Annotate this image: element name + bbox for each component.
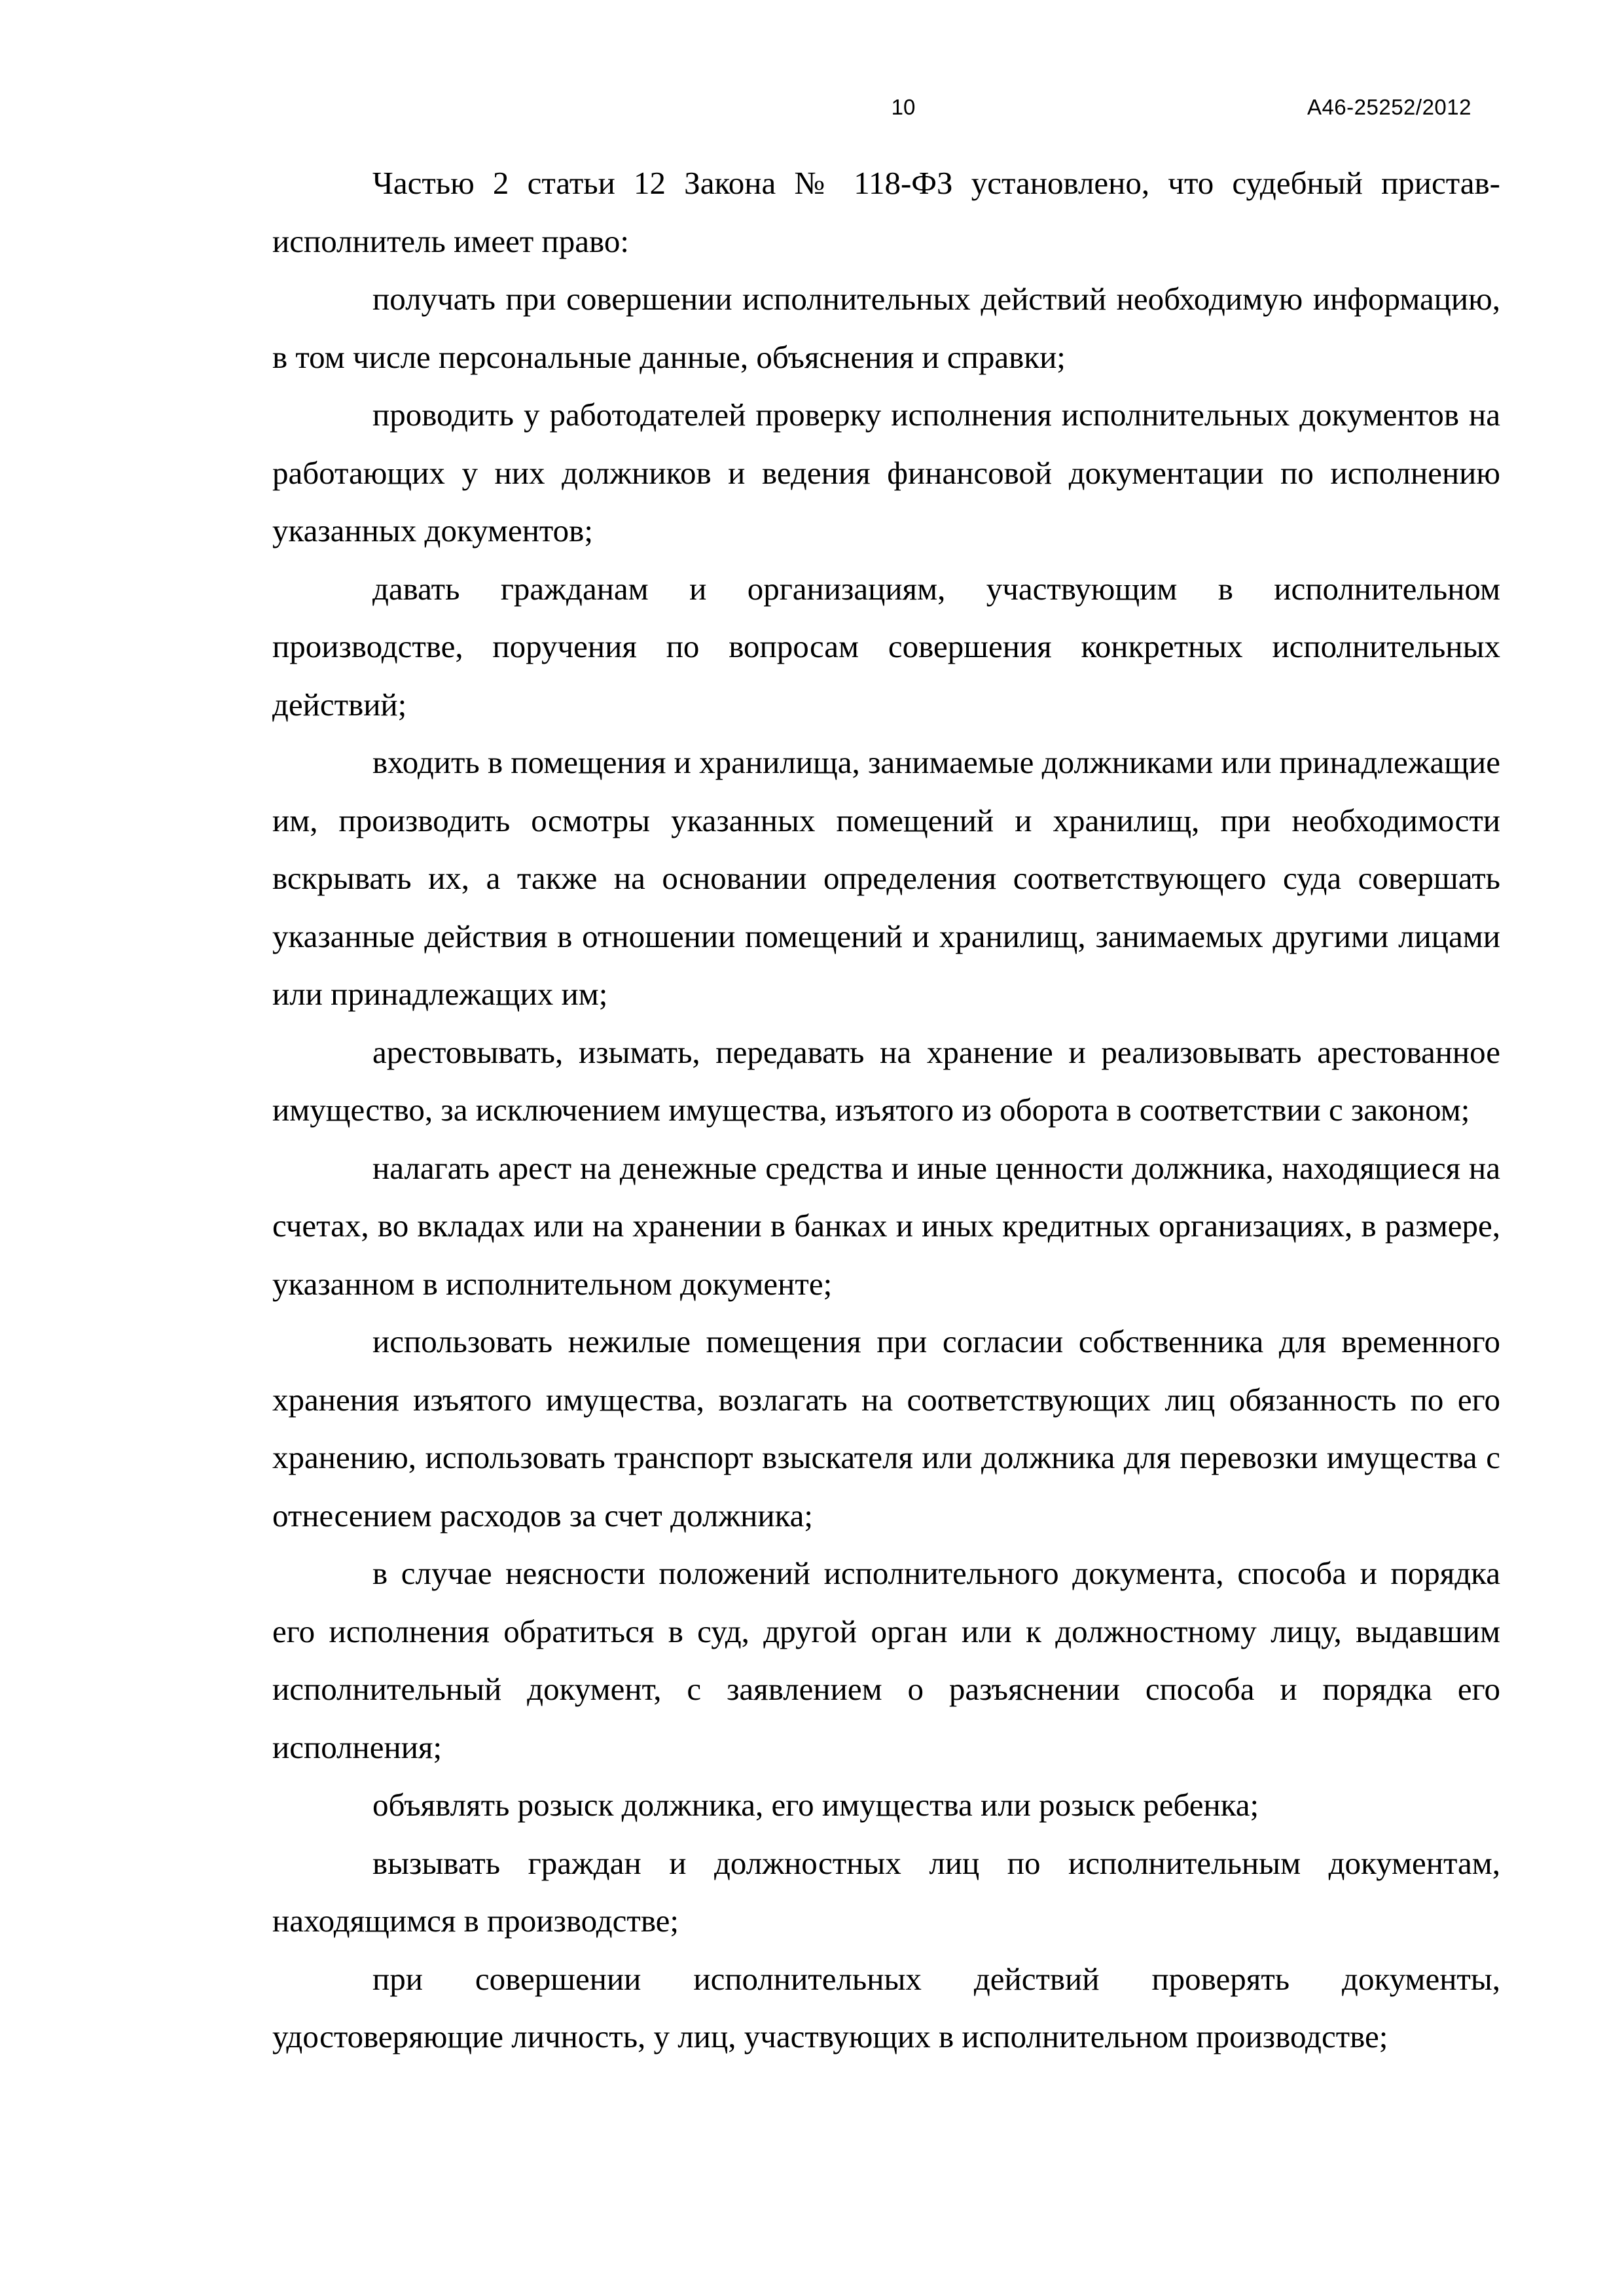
page-number: 10 bbox=[891, 95, 916, 119]
paragraph: получать при совершении исполнительных действий необходимую информацию, в том числе персональные данные, объяснения и справки; bbox=[272, 281, 1500, 375]
paragraph: использовать нежилые помещения при согласии собственника для временного хранения изъятого имущества, возлагать на соответствующих лиц обязанность по его хранению, использовать транспорт взыскателя или должника для перевозки имущества с отнесением расходов за счет должника; bbox=[272, 1323, 1500, 1534]
paragraph: объявлять розыск должника, его имущества или розыск ребенка; bbox=[372, 1787, 1259, 1823]
paragraph: налагать арест на денежные средства и иные ценности должника, находящиеся на счетах, во вкладах или на хранении в банках и иных кредитных организациях, в размере, указанном в исполнительном документе; bbox=[272, 1149, 1500, 1302]
case-number: А46-25252/2012 bbox=[1307, 95, 1471, 119]
paragraph: при совершении исполнительных действий проверять документы, удостоверяющие личность, у лиц, участвующих в исполнительном производстве; bbox=[272, 1960, 1500, 2054]
paragraph: Частью 2 статьи 12 Закона № 118-ФЗ установлено, что судебный пристав-исполнитель имеет право: bbox=[272, 165, 1500, 259]
paragraph: входить в помещения и хранилища, занимаемые должниками или принадлежащие им, производить осмотры указанных помещений и хранилищ, при необходимости вскрывать их, а также на основании определения соответствующего суда совершать указанные действия в отношении помещений и хранилищ, занимаемых другими лицами или принадлежащих им; bbox=[272, 744, 1500, 1012]
paragraph: арестовывать, изымать, передавать на хранение и реализовывать арестованное имущество, за исключением имущества, изъятого из оборота в соответствии с законом; bbox=[272, 1033, 1500, 1128]
document-body bbox=[272, 154, 1500, 2066]
paragraph: в случае неясности положений исполнительного документа, способа и порядка его исполнения обратиться в суд, другой орган или к должностному лицу, выдавшим исполнительный документ, с заявлением о разъяснении способа и порядка его исполнения; bbox=[272, 1555, 1500, 1765]
paragraph: проводить у работодателей проверку исполнения исполнительных документов на работающих у них должников и ведения финансовой документации по исполнению указанных документов; bbox=[272, 397, 1500, 548]
paragraph: вызывать граждан и должностных лиц по исполнительным документам, находящимся в производстве; bbox=[272, 1844, 1500, 1939]
paragraph: давать гражданам и организациям, участвующим в исполнительном производстве, поручения по вопросам совершения конкретных исполнительных действий; bbox=[272, 570, 1500, 723]
